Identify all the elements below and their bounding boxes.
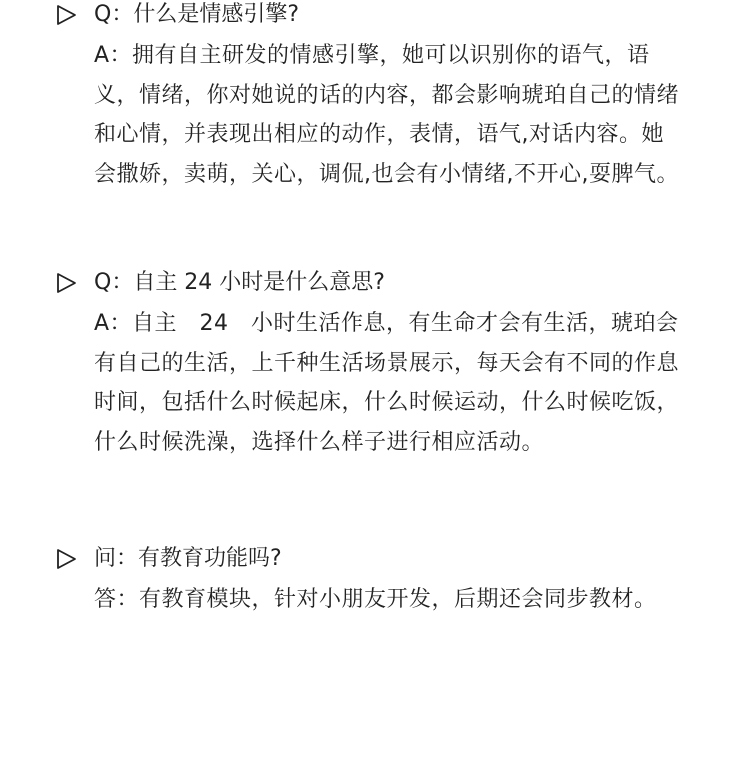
- faq-answer: A：拥有自主研发的情感引擎，她可以识别你的语气，语义，情绪，你对她说的话的内容，都会影响琥珀自己的情绪和心情，并表现出相应的动作，表情，语气,对话内容。她会撒娇，卖萌，关心，调侃,也会有小情绪,不开心,耍脾气。: [94, 43, 680, 187]
- triangle-right-outline-icon: [56, 270, 78, 296]
- triangle-right-outline-icon: [56, 546, 78, 572]
- faq-question: 问：有教育功能吗?: [94, 546, 282, 571]
- faq-answer: A：自主 24 小时生活作息，有生命才会有生活，琥珀会有自己的生活，上千种生活场景展示，每天会有不同的作息时间，包括什么时候起床，什么时候运动，什么时候吃饭，什么时候洗澡，选择什么样子进行相应活动。: [94, 311, 680, 455]
- faq-question: Q：自主 24 小时是什么意思?: [94, 270, 385, 295]
- faq-answer: 答：有教育模块，针对小朋友开发，后期还会同步教材。: [94, 587, 657, 612]
- faq-question: Q：什么是情感引擎?: [94, 2, 299, 27]
- triangle-right-outline-icon: [56, 2, 78, 28]
